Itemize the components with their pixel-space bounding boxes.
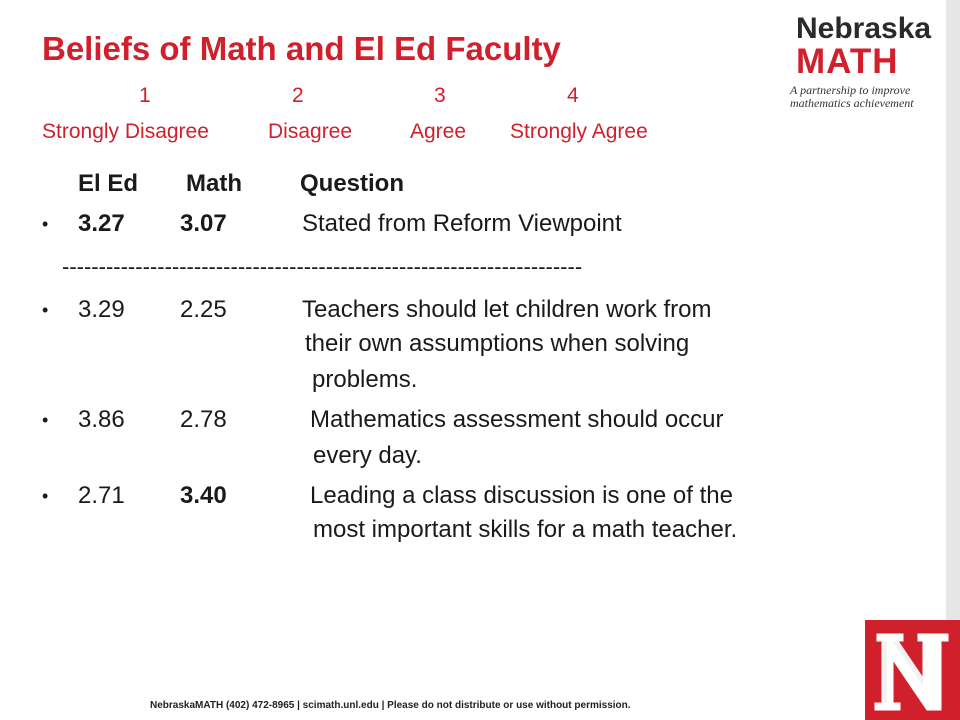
- bullet: •: [42, 486, 49, 506]
- row-1-el-ed: 3.27: [78, 210, 125, 237]
- bullet: •: [42, 300, 49, 320]
- scale-number-3: 3: [434, 84, 446, 107]
- logo-nebraska-text: Nebraska: [796, 12, 932, 45]
- header-question: Question: [300, 170, 405, 197]
- row-2-question-line-2: their own assumptions when solving: [305, 330, 690, 357]
- logo-tagline: [790, 84, 914, 110]
- row-3-question-line-2: every day.: [313, 442, 422, 469]
- row-1-question: Stated from Reform Viewpoint: [302, 210, 622, 237]
- nebraska-n-icon: [865, 620, 960, 720]
- row-4-question-line-2: most important skills for a math teacher.: [313, 516, 738, 543]
- scale-number-1: 1: [139, 84, 151, 107]
- header-math: Math: [186, 170, 242, 197]
- header-el-ed: El Ed: [78, 170, 139, 197]
- row-2-el-ed: 3.29: [78, 296, 125, 323]
- scale-label-disagree: Disagree: [268, 120, 353, 143]
- scale-number-4: 4: [567, 84, 579, 107]
- scale-label-agree: Agree: [410, 120, 467, 143]
- row-2-math: 2.25: [180, 296, 227, 323]
- slide-title: Beliefs of Math and El Ed Faculty: [42, 30, 561, 67]
- footer-text: NebraskaMATH (402) 472-8965 | scimath.unl.edu | Please do not distribute or use without permission.: [150, 700, 631, 711]
- row-3-math: 2.78: [180, 406, 227, 433]
- row-1-math: 3.07: [180, 210, 227, 237]
- row-4-question-line-1: Leading a class discussion is one of the: [310, 482, 733, 509]
- row-2-question-line-1: Teachers should let children work from: [302, 296, 712, 323]
- separator-line: -----------------------------------------------------------------------: [62, 254, 583, 279]
- row-3-el-ed: 3.86: [78, 406, 125, 433]
- logo-tagline-line-1: A partnership to improve: [790, 83, 911, 97]
- scale-label-strongly-disagree: Strongly Disagree: [42, 120, 209, 143]
- row-4-math: 3.40: [180, 482, 227, 509]
- row-4-el-ed: 2.71: [78, 482, 125, 509]
- right-edge-bar: [946, 0, 960, 640]
- logo-tagline-line-2: mathematics achievement: [790, 96, 914, 110]
- row-3-question-line-1: Mathematics assessment should occur: [310, 406, 724, 433]
- bullet: •: [42, 410, 49, 430]
- scale-label-strongly-agree: Strongly Agree: [510, 120, 648, 143]
- logo-math-text: MATH: [796, 42, 899, 81]
- bullet: •: [42, 214, 49, 234]
- row-2-question-line-3: problems.: [312, 366, 418, 393]
- scale-number-2: 2: [292, 84, 304, 107]
